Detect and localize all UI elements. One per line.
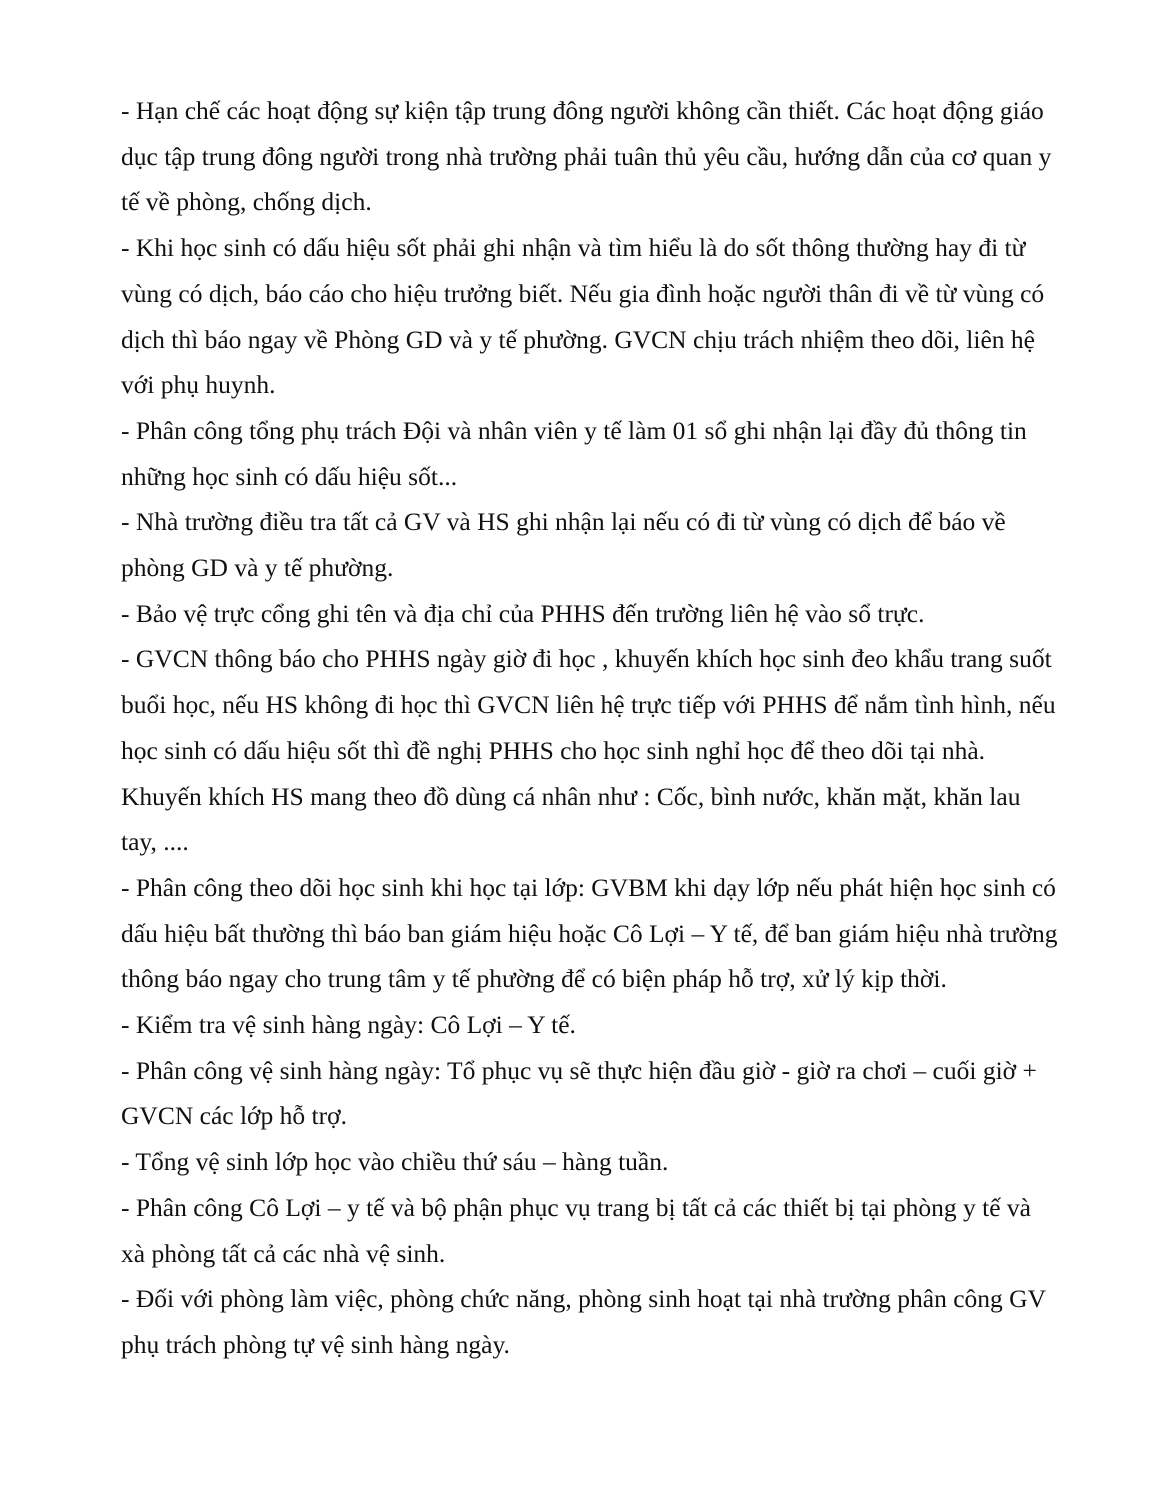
paragraph-daily-cleaning: - Phân công vệ sinh hàng ngày: Tổ phục vụ sẽ thực hiện đầu giờ - giờ ra chơi – cuối giờ + GVCN các lớp hỗ trợ. [121, 1055, 1037, 1131]
paragraph-weekly-cleaning: - Tổng vệ sinh lớp học vào chiều thứ sáu – hàng tuần. [121, 1147, 669, 1177]
paragraph-travel-survey: - Nhà trường điều tra tất cả GV và HS ghi nhận lại nếu có đi từ vùng có dịch để báo về phòng GD và y tế phường. [121, 507, 1006, 583]
paragraph-parent-notice: - GVCN thông báo cho PHHS ngày giờ đi học , khuyến khích học sinh đeo khẩu trang suốt buổi học, nếu HS không đi học thì GVCN liên hệ trực tiếp với PHHS để nắm tình hình, nếu học sinh có dấu hiệu sốt thì đề nghị PHHS cho học sinh nghỉ học để theo dõi tại nhà. Khuyến khích HS mang theo đồ dùng cá nhân như : Cốc, bình nước, khăn mặt, khăn lau tay, .... [121, 644, 1056, 857]
paragraph-fever-logbook: - Phân công tổng phụ trách Đội và nhân viên y tế làm 01 sổ ghi nhận lại đầy đủ thông tin những học sinh có dấu hiệu sốt... [121, 415, 1027, 491]
document-body [121, 88, 1061, 1368]
paragraph-medical-supplies: - Phân công Cô Lợi – y tế và bộ phận phục vụ trang bị tất cả các thiết bị tại phòng y tế và xà phòng tất cả các nhà vệ sinh. [121, 1192, 1031, 1268]
paragraph-daily-hygiene-check: - Kiểm tra vệ sinh hàng ngày: Cô Lợi – Y tế. [121, 1010, 576, 1040]
paragraph-limit-gatherings: - Hạn chế các hoạt động sự kiện tập trung đông người không cần thiết. Các hoạt động giáo dục tập trung đông người trong nhà trường phải tuân thủ yêu cầu, hướng dẫn của cơ quan y tế về phòng, chống dịch. [121, 96, 1052, 217]
paragraph-gate-log: - Bảo vệ trực cổng ghi tên và địa chỉ của PHHS đến trường liên hệ vào sổ trực. [121, 598, 925, 628]
paragraph-classroom-monitoring: - Phân công theo dõi học sinh khi học tại lớp: GVBM khi dạy lớp nếu phát hiện học sinh có dấu hiệu bất thường thì báo ban giám hiệu hoặc Cô Lợi – Y tế, để ban giám hiệu nhà trường thông báo ngay cho trung tâm y tế phường để có biện pháp hỗ trợ, xử lý kịp thời. [121, 872, 1058, 994]
paragraph-fever-reporting: - Khi học sinh có dấu hiệu sốt phải ghi nhận và tìm hiểu là do sốt thông thường hay đi từ vùng có dịch, báo cáo cho hiệu trưởng biết. Nếu gia đình hoặc người thân đi về từ vùng có dịch thì báo ngay về Phòng GD và y tế phường. GVCN chịu trách nhiệm theo dõi, liên hệ với phụ huynh. [121, 233, 1045, 400]
paragraph-room-cleaning: - Đối với phòng làm việc, phòng chức năng, phòng sinh hoạt tại nhà trường phân công GV phụ trách phòng tự vệ sinh hàng ngày. [121, 1284, 1046, 1359]
